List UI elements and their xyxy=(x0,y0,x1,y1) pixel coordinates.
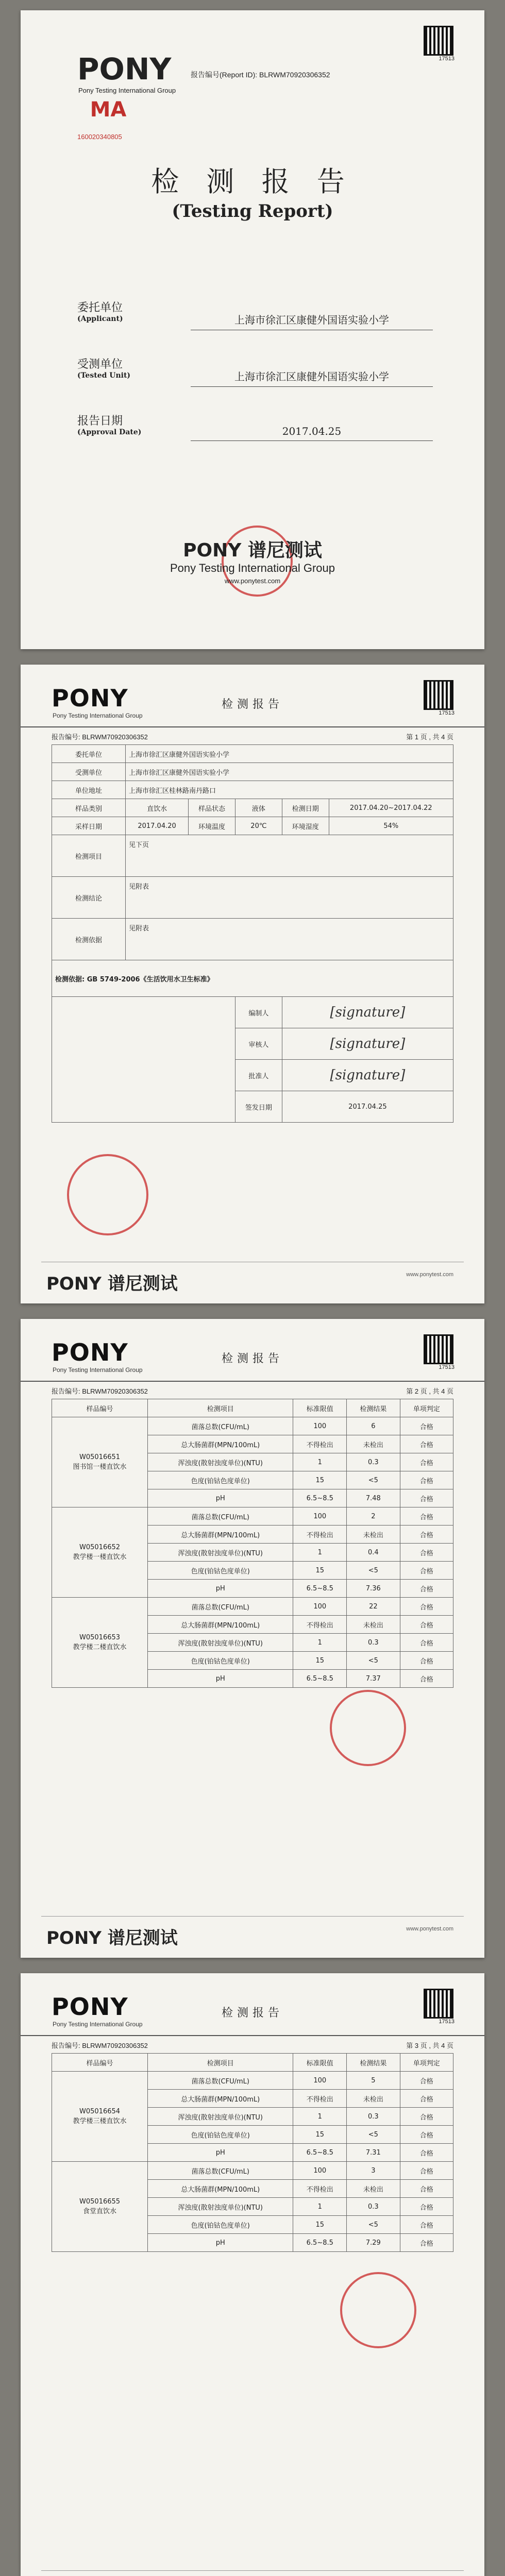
page-number: 第 3 页 , 共 4 页 xyxy=(406,2042,453,2049)
brand-subtitle: Pony Testing International Group xyxy=(78,87,176,94)
table-cell: 菌落总数(CFU/mL) xyxy=(148,1417,293,1435)
footer-logo: PONY 谱尼测试 xyxy=(46,1274,178,1294)
table-row: 样品类别 直饮水 样品状态 液体 检测日期 2017.04.20~2017.04.22 xyxy=(52,799,453,817)
signature: [signature] xyxy=(330,1036,406,1052)
table-row: 编制人 [signature] xyxy=(52,997,453,1028)
table-cell: <5 xyxy=(347,1562,400,1580)
table-cell: 15 xyxy=(293,1471,347,1489)
table-cell: 0.3 xyxy=(347,2198,400,2216)
pony-logo: PONY xyxy=(52,1993,128,2021)
table-cell: 菌落总数(CFU/mL) xyxy=(148,2162,293,2180)
table-cell: 合格 xyxy=(400,1435,453,1453)
table-cell: 总大肠菌群(MPN/100mL) xyxy=(148,1435,293,1453)
page-number: 第 2 页 , 共 4 页 xyxy=(406,1387,453,1395)
table-cell: 合格 xyxy=(400,2144,453,2162)
results-table xyxy=(52,1399,453,1688)
table-cell: 1 xyxy=(293,2108,347,2126)
report-number: 报告编号(Report ID): BLRWM70920306352 xyxy=(191,71,330,79)
table-cell: 菌落总数(CFU/mL) xyxy=(148,1507,293,1526)
pony-logo: PONY xyxy=(52,1338,128,1366)
footer-website: www.ponytest.com xyxy=(224,577,281,585)
sample-cell xyxy=(52,1507,148,1598)
pony-logo: PONY xyxy=(52,684,128,712)
table-cell: 6.5~8.5 xyxy=(293,2234,347,2252)
signature: [signature] xyxy=(330,1067,406,1083)
report-number: 报告编号: BLRWM70920306352 xyxy=(52,2042,148,2049)
table-cell: 7.29 xyxy=(347,2234,400,2252)
qr-code-icon xyxy=(424,680,453,710)
table-cell: 未检出 xyxy=(347,2180,400,2198)
table-header-row: 样品编号 检测项目 标准限值 检测结果 单项判定 xyxy=(52,2054,453,2072)
table-cell: 1 xyxy=(293,1453,347,1471)
table-cell: 6 xyxy=(347,1417,400,1435)
sample-cell xyxy=(52,1598,148,1688)
table-cell: 浑浊度(散射浊度单位)(NTU) xyxy=(148,1634,293,1652)
table-cell: 总大肠菌群(MPN/100mL) xyxy=(148,2090,293,2108)
brand-subtitle: Pony Testing International Group xyxy=(53,712,143,719)
tested-unit-label: 受测单位 (Tested Unit) xyxy=(77,358,131,380)
table-cell: 100 xyxy=(293,1598,347,1616)
report-page-summary xyxy=(21,665,484,1303)
pony-logo: PONY xyxy=(77,52,172,87)
table-cell: 合格 xyxy=(400,1526,453,1544)
brand-subtitle: Pony Testing International Group xyxy=(53,1366,143,1374)
sample-cell xyxy=(52,2072,148,2162)
ma-certification-mark: MA xyxy=(90,98,127,122)
table-cell: 总大肠菌群(MPN/100mL) xyxy=(148,1526,293,1544)
sample-id: W05016652 xyxy=(79,1544,121,1551)
table-cell: pH xyxy=(148,2234,293,2252)
table-header-row: 样品编号 检测项目 标准限值 检测结果 单项判定 xyxy=(52,1399,453,1417)
table-cell: 合格 xyxy=(400,1507,453,1526)
table-cell: 6.5~8.5 xyxy=(293,1580,347,1598)
table-cell: 合格 xyxy=(400,2162,453,2180)
table-cell: pH xyxy=(148,1489,293,1507)
table-row xyxy=(52,2162,453,2180)
table-cell: 浑浊度(散射浊度单位)(NTU) xyxy=(148,1544,293,1562)
table-cell: 100 xyxy=(293,1507,347,1526)
table-cell: 0.4 xyxy=(347,1544,400,1562)
table-cell: 合格 xyxy=(400,1544,453,1562)
table-cell: 不得检出 xyxy=(293,2090,347,2108)
table-cell: 合格 xyxy=(400,1598,453,1616)
table-cell: 合格 xyxy=(400,2090,453,2108)
footer-logo: PONY 谱尼测试 xyxy=(46,1928,178,1948)
table-cell: 15 xyxy=(293,2216,347,2234)
qr-code-icon xyxy=(424,26,453,56)
table-cell: 7.37 xyxy=(347,1670,400,1688)
table-row: 批准人 [signature] xyxy=(52,1060,453,1091)
sample-cell xyxy=(52,1417,148,1507)
table-row: 受测单位 上海市徐汇区康健外国语实验小学 xyxy=(52,763,453,781)
table-cell: 1 xyxy=(293,1634,347,1652)
table-cell: 合格 xyxy=(400,1634,453,1652)
page-footer xyxy=(41,2570,464,2576)
page-footer xyxy=(41,1262,464,1293)
table-cell: 总大肠菌群(MPN/100mL) xyxy=(148,1616,293,1634)
table-cell: 合格 xyxy=(400,1616,453,1634)
table-row: 检测依据 见附表 xyxy=(52,919,453,960)
table-cell: 未检出 xyxy=(347,1526,400,1544)
results-table xyxy=(52,2053,453,2252)
qr-code-label: 17513 xyxy=(439,56,454,62)
report-number: 报告编号: BLRWM70920306352 xyxy=(52,733,148,741)
table-cell: 合格 xyxy=(400,1580,453,1598)
table-cell: 15 xyxy=(293,1652,347,1670)
table-cell: 1 xyxy=(293,2198,347,2216)
table-cell: 7.36 xyxy=(347,1580,400,1598)
table-cell: pH xyxy=(148,1670,293,1688)
table-cell: <5 xyxy=(347,1471,400,1489)
table-cell: 合格 xyxy=(400,1489,453,1507)
table-cell: 合格 xyxy=(400,2072,453,2090)
table-cell: 2 xyxy=(347,1507,400,1526)
table-cell: 6.5~8.5 xyxy=(293,1670,347,1688)
table-cell: 合格 xyxy=(400,2126,453,2144)
table-cell: 合格 xyxy=(400,2234,453,2252)
qr-code-label: 17513 xyxy=(439,1364,454,1370)
page-header xyxy=(21,1319,484,1382)
table-cell: 100 xyxy=(293,2162,347,2180)
table-cell: 合格 xyxy=(400,1471,453,1489)
table-cell: 1 xyxy=(293,1544,347,1562)
ma-number: 160020340805 xyxy=(77,133,122,141)
table-cell: 浑浊度(散射浊度单位)(NTU) xyxy=(148,2108,293,2126)
table-cell: 15 xyxy=(293,1562,347,1580)
sample-id: W05016654 xyxy=(79,2108,121,2115)
table-cell: 22 xyxy=(347,1598,400,1616)
company-seal xyxy=(340,2272,416,2348)
table-cell: 合格 xyxy=(400,1652,453,1670)
table-row xyxy=(52,2072,453,2090)
table-cell: 0.3 xyxy=(347,2108,400,2126)
table-cell: 合格 xyxy=(400,1453,453,1471)
table-cell: <5 xyxy=(347,2126,400,2144)
table-cell: pH xyxy=(148,2144,293,2162)
sample-name: 图书馆一楼直饮水 xyxy=(73,1463,127,1471)
table-row: 委托单位 上海市徐汇区康健外国语实验小学 xyxy=(52,745,453,763)
approval-date-label: 报告日期 (Approval Date) xyxy=(77,415,142,436)
table-cell: 菌落总数(CFU/mL) xyxy=(148,1598,293,1616)
page-number: 第 1 页 , 共 4 页 xyxy=(406,733,453,741)
table-cell: 5 xyxy=(347,2072,400,2090)
header-title: 检测报告 xyxy=(221,1352,283,1365)
sample-id: W05016653 xyxy=(79,1634,121,1641)
sample-name: 教学楼二楼直饮水 xyxy=(73,1643,127,1651)
table-cell: 色度(铂钴色度单位) xyxy=(148,1652,293,1670)
report-page-results-1 xyxy=(21,1319,484,1958)
header-title: 检测报告 xyxy=(221,698,283,711)
footer-company: Pony Testing International Group xyxy=(170,562,335,574)
table-cell: 色度(铂钴色度单位) xyxy=(148,2216,293,2234)
table-cell: 7.48 xyxy=(347,1489,400,1507)
table-row: 单位地址 上海市徐汇区桂林路南丹路口 xyxy=(52,781,453,799)
tested-unit-value: 上海市徐汇区康健外国语实验小学 xyxy=(191,368,433,387)
table-cell: 100 xyxy=(293,2072,347,2090)
sample-id: W05016651 xyxy=(79,1453,121,1461)
table-cell: 合格 xyxy=(400,1562,453,1580)
table-cell: 15 xyxy=(293,2126,347,2144)
company-seal xyxy=(330,1690,406,1766)
table-row xyxy=(52,1417,453,1435)
table-cell: 色度(铂钴色度单位) xyxy=(148,2126,293,2144)
table-cell: 总大肠菌群(MPN/100mL) xyxy=(148,2180,293,2198)
sample-id: W05016655 xyxy=(79,2198,121,2206)
table-cell: <5 xyxy=(347,2216,400,2234)
table-row: 审核人 [signature] xyxy=(52,1028,453,1060)
table-cell: 100 xyxy=(293,1417,347,1435)
table-row: 签发日期 2017.04.25 xyxy=(52,1091,453,1123)
footer-website: www.ponytest.com xyxy=(406,1926,453,1932)
summary-table xyxy=(52,744,453,1123)
sample-name: 食堂直饮水 xyxy=(83,2208,117,2215)
cover-title: 检 测 报 告 xyxy=(151,165,354,198)
sample-name: 教学楼一楼直饮水 xyxy=(73,1553,127,1561)
table-cell: 菌落总数(CFU/mL) xyxy=(148,2072,293,2090)
table-cell: pH xyxy=(148,1580,293,1598)
table-cell: <5 xyxy=(347,1652,400,1670)
table-cell: 色度(铂钴色度单位) xyxy=(148,1562,293,1580)
table-cell: 合格 xyxy=(400,1670,453,1688)
approval-date-value: 2017.04.25 xyxy=(191,425,433,441)
table-cell: 6.5~8.5 xyxy=(293,1489,347,1507)
table-cell: 未检出 xyxy=(347,1616,400,1634)
table-cell: 合格 xyxy=(400,2180,453,2198)
company-seal xyxy=(67,1154,148,1235)
table-cell: 合格 xyxy=(400,2198,453,2216)
qr-code-icon xyxy=(424,1334,453,1364)
table-cell: 6.5~8.5 xyxy=(293,2144,347,2162)
table-cell: 不得检出 xyxy=(293,2180,347,2198)
qr-code-label: 17513 xyxy=(439,2019,454,2025)
client-label: 委托单位 (Applicant) xyxy=(77,301,123,323)
table-row: 检测结论 见附表 xyxy=(52,877,453,919)
table-cell: 未检出 xyxy=(347,1435,400,1453)
qr-code-icon xyxy=(424,1989,453,2019)
table-row: 检测依据: GB 5749-2006《生活饮用水卫生标准》 xyxy=(52,960,453,997)
table-cell: 7.31 xyxy=(347,2144,400,2162)
table-cell: 0.3 xyxy=(347,1453,400,1471)
client-value: 上海市徐汇区康健外国语实验小学 xyxy=(191,312,433,330)
page-header xyxy=(21,1973,484,2036)
table-cell: 合格 xyxy=(400,1417,453,1435)
footer-logo: PONY 谱尼测试 xyxy=(183,540,322,561)
report-page-results-2 xyxy=(21,1973,484,2576)
table-cell: 浑浊度(散射浊度单位)(NTU) xyxy=(148,2198,293,2216)
table-cell: 0.3 xyxy=(347,1634,400,1652)
report-number: 报告编号: BLRWM70920306352 xyxy=(52,1387,148,1395)
table-cell: 不得检出 xyxy=(293,1526,347,1544)
table-cell: 3 xyxy=(347,2162,400,2180)
brand-subtitle: Pony Testing International Group xyxy=(53,2021,143,2028)
table-row: 采样日期 2017.04.20 环境温度 20℃ 环境湿度 54% xyxy=(52,817,453,835)
table-cell: 色度(铂钴色度单位) xyxy=(148,1471,293,1489)
cover-title-en: (Testing Report) xyxy=(172,201,333,222)
footer-website: www.ponytest.com xyxy=(406,1272,453,1278)
table-cell: 未检出 xyxy=(347,2090,400,2108)
table-row: 检测项目 见下页 xyxy=(52,835,453,877)
qr-code-label: 17513 xyxy=(439,710,454,716)
table-cell: 合格 xyxy=(400,2216,453,2234)
table-cell: 合格 xyxy=(400,2108,453,2126)
sample-cell xyxy=(52,2162,148,2252)
report-page-cover xyxy=(21,10,484,649)
table-row xyxy=(52,1598,453,1616)
header-title: 检测报告 xyxy=(221,2007,283,2020)
table-row xyxy=(52,1507,453,1526)
page-header xyxy=(21,665,484,727)
signature: [signature] xyxy=(330,1005,406,1020)
page-footer xyxy=(41,1916,464,1947)
table-cell: 不得检出 xyxy=(293,1616,347,1634)
table-cell: 不得检出 xyxy=(293,1435,347,1453)
sample-name: 教学楼三楼直饮水 xyxy=(73,2117,127,2125)
table-cell: 浑浊度(散射浊度单位)(NTU) xyxy=(148,1453,293,1471)
